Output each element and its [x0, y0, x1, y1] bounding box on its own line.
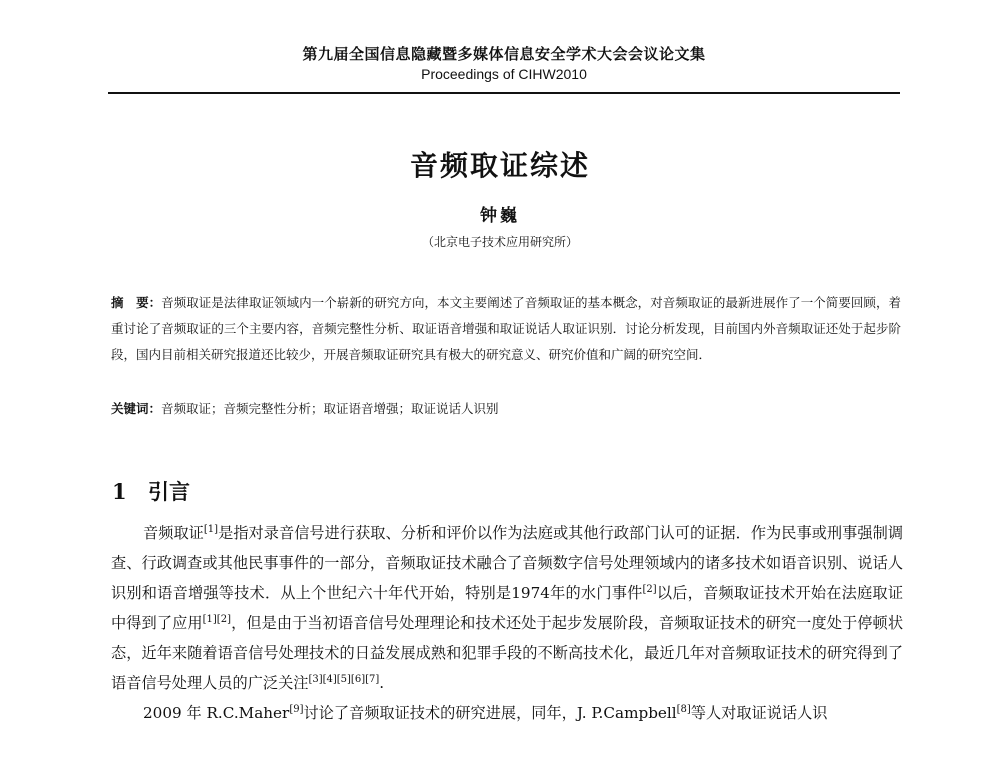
paragraph	[111, 518, 903, 698]
citation: [1][2]	[202, 613, 231, 625]
author-name: 钟巍	[480, 206, 520, 226]
paragraph-text: 讨论了音频取证技术的研究进展，同年，J. P.Campbell	[303, 704, 677, 722]
section-title: 引言	[148, 479, 190, 504]
citation: [8]	[676, 703, 691, 715]
paper-title: 音频取证综述	[409, 149, 590, 182]
abstract-label: 摘 要：	[111, 295, 162, 310]
keywords	[111, 398, 901, 420]
paragraph-text: 音频取证	[143, 524, 204, 542]
abstract	[111, 290, 901, 368]
keywords-text: 音频取证；音频完整性分析；取证语音增强；取证说话人识别	[161, 401, 499, 416]
running-header	[108, 44, 900, 83]
proceedings-title-zh: 第九届全国信息隐藏暨多媒体信息安全学术大会会议论文集	[302, 45, 706, 63]
proceedings-title-en: Proceedings of CIHW2010	[421, 66, 587, 82]
citation: [2]	[642, 583, 657, 595]
section-heading	[112, 477, 712, 507]
citation: [3][4][5][6][7]	[308, 673, 380, 685]
author-affiliation: （北京电子技术应用研究所）	[421, 235, 578, 249]
section-number: 1	[112, 479, 127, 504]
keywords-label: 关键词：	[111, 401, 162, 416]
paragraph-text: ，但是由于当初语音信号处理理论和技术还处于起步发展阶段，音频取证技术的研究一度处于停顿状态，近年来随着语音信号处理技术的日益发展成熟和犯罪手段的不断高技术化，最近几年对音频取证技术的研究得到了语音信号处理人员的广泛关注	[111, 614, 904, 692]
header-rule	[108, 92, 900, 94]
paragraph-text: 是指对录音信号进行获取、分析和评价以作为法庭或其他行政部门认可的证据．作为民事或刑事强制调查、行政调查或其他民事事件的一部分，音频取证技术融合了音频数字信号处理领域内的诸多技术如语音识别、说话人识别和语音增强等技术．从上个世纪六十年代开始，特别是1974年的水门事件	[111, 524, 904, 602]
paragraph-text: 2009 年 R.C.Maher	[143, 704, 290, 722]
citation: [1]	[203, 523, 219, 535]
paragraph	[111, 698, 903, 728]
paragraph-text: 等人对取证说话人识	[690, 704, 828, 722]
paragraph-text: 以后，音频取证技术开始在法庭取证中得到了应用	[111, 584, 904, 632]
citation: [9]	[289, 703, 304, 715]
body-text	[111, 518, 903, 728]
paragraph-text: .	[379, 674, 385, 692]
abstract-text: 音频取证是法律取证领域内一个崭新的研究方向，本文主要阐述了音频取证的基本概念，对音频取证的最新进展作了一个简要回顾，着重讨论了音频取证的三个主要内容，音频完整性分析、取证语音增强和取证说话人取证识别．讨论分析发现，目前国内外音频取证还处于起步阶段，国内目前相关研究报道还比较少，开展音频取证研究具有极大的研究意义、研究价值和广阔的研究空间．	[111, 295, 901, 362]
